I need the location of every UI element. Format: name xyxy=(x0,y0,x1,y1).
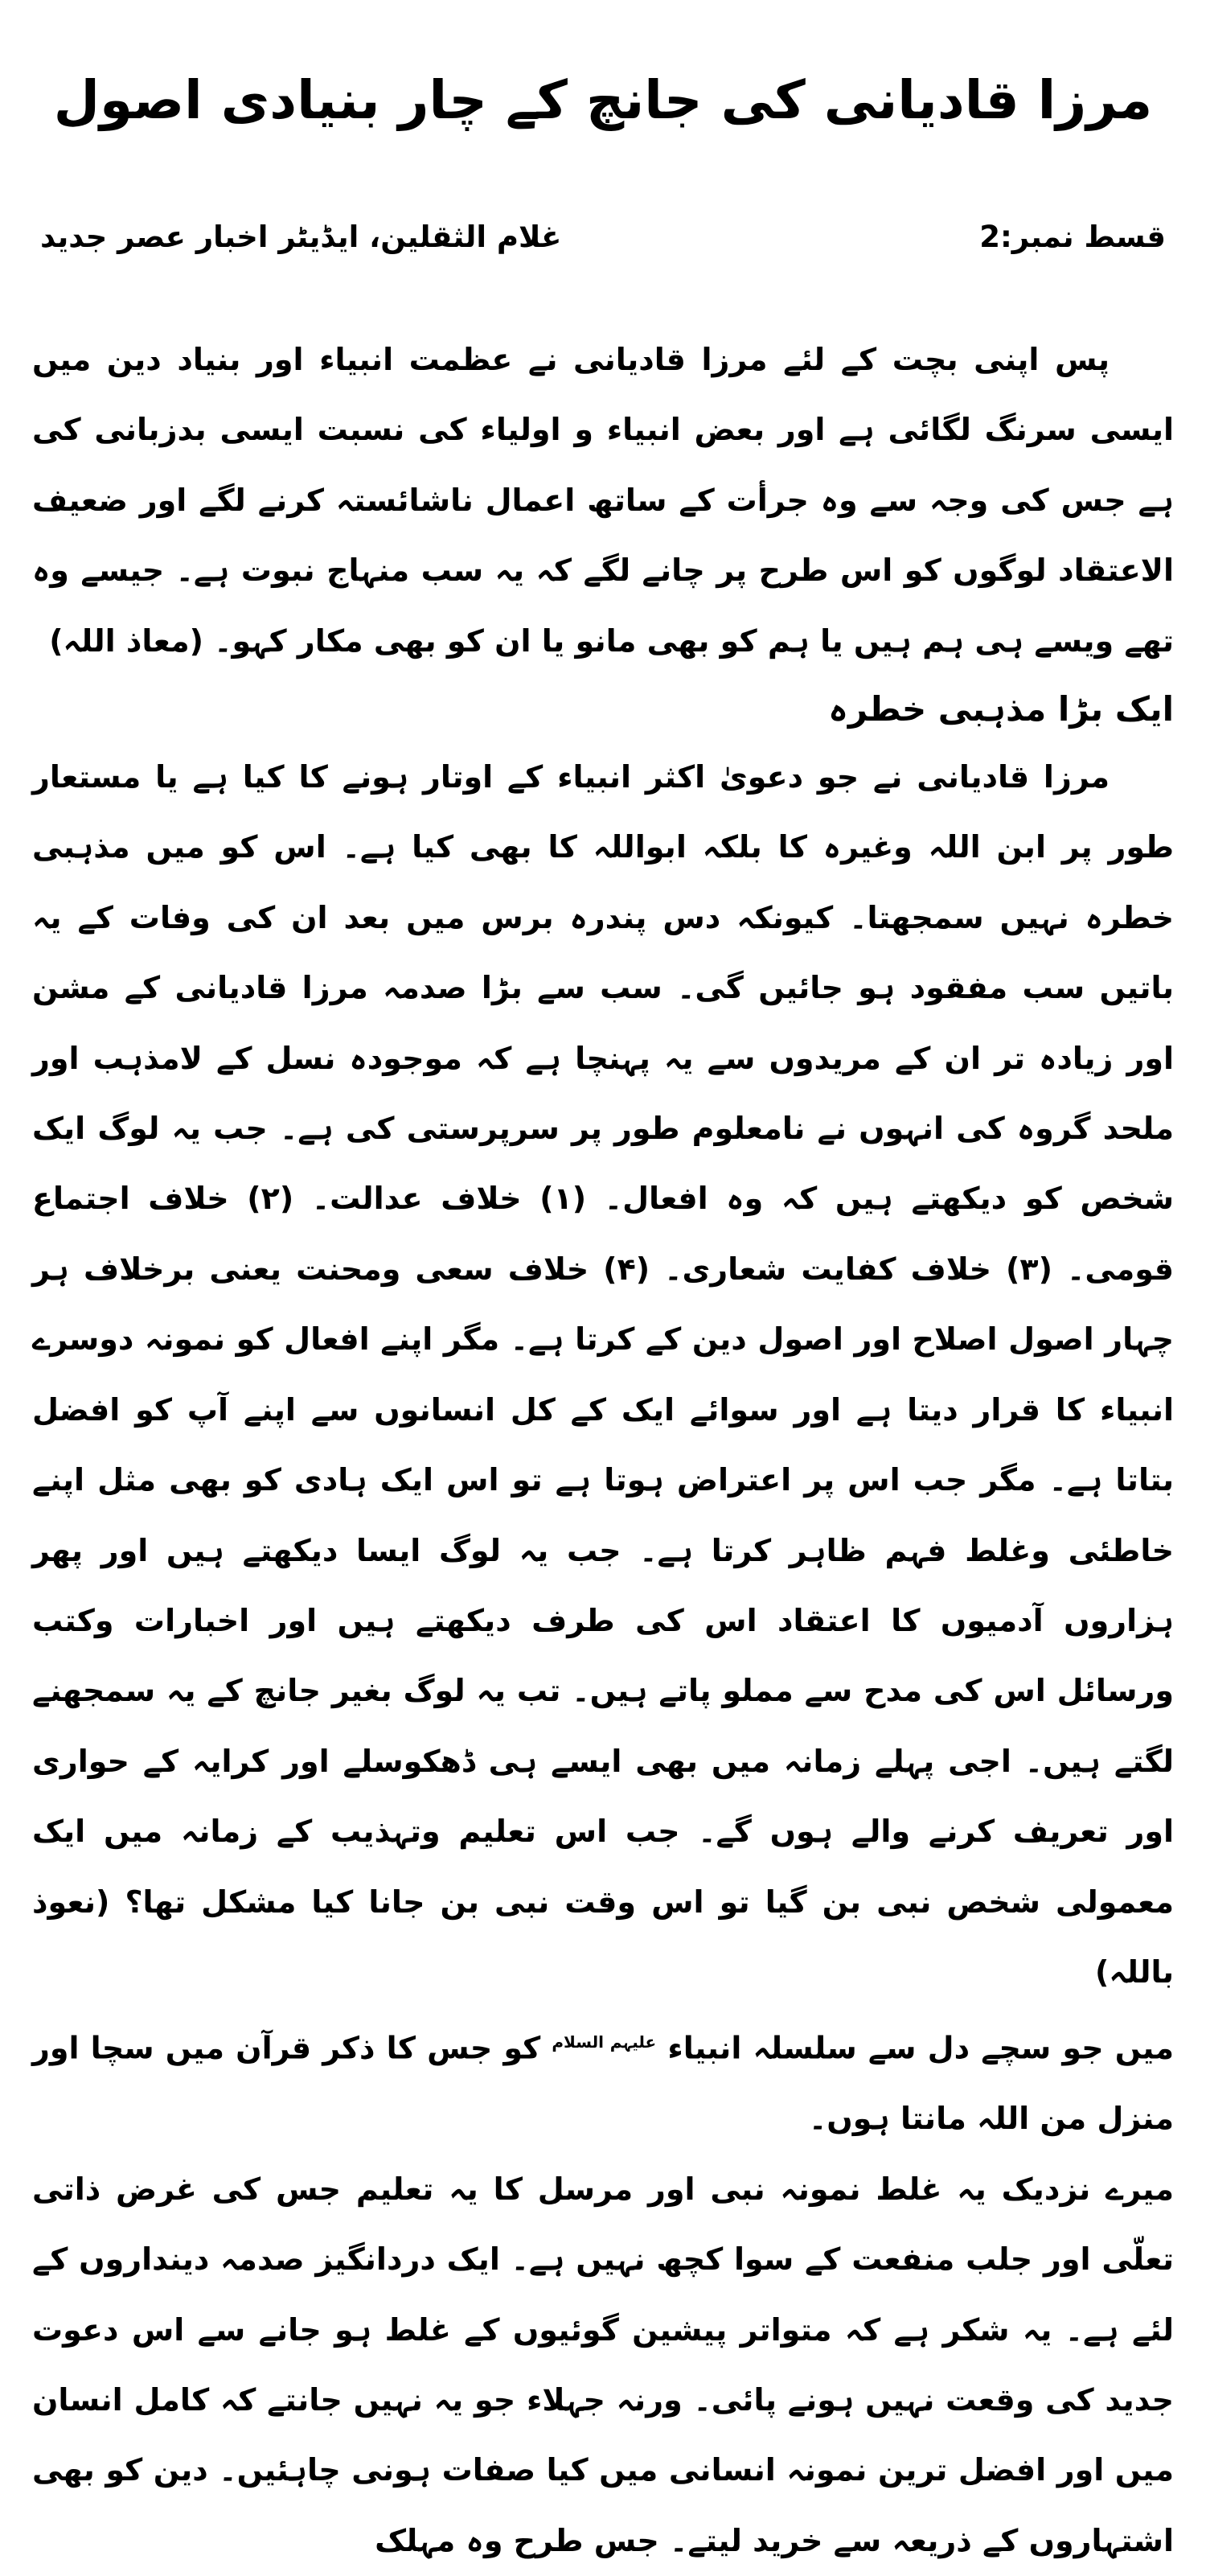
page-title: مرزا قادیانی کی جانچ کے چار بنیادی اصول xyxy=(53,69,1153,131)
paragraph-text: کو جس کا ذکر قرآن میں سچا اور منزل من اللہ مانتا ہوں۔ xyxy=(32,2031,1174,2137)
body-paragraph: پس اپنی بچت کے لئے مرزا قادیانی نے عظمت انبیاء اور بنیاد دین میں ایسی سرنگ لگائی ہے اور بعض انبیاء و اولیاء کی نسبت ایسی بدزبانی کی ہے جس کی وجہ سے وہ جرأت کے ساتھ اعمال ناشائستہ کرنے لگے اور ضعیف الاعتقاد لوگوں کو اس طرح پر چانے لگے کہ یہ سب منہاج نبوت ہے۔ جیسے وہ تھے ویسے ہی ہم ہیں یا ہم کو بھی مانو یا ان کو بھی مکار کہو۔ (معاذ اللہ) xyxy=(32,342,1174,659)
section-heading: ایک بڑا مذہبی خطرہ xyxy=(828,689,1174,729)
honorific-mark: علیہم السلام xyxy=(552,2032,657,2052)
body-paragraph xyxy=(32,2007,1174,2154)
body-paragraph: مرزا قادیانی نے جو دعویٰ اکثر انبیاء کے اوتار ہونے کا کیا ہے یا مستعار طور پر ابن اللہ وغیرہ کا بلکہ ابواللہ کا بھی کیا ہے۔ اس کو میں مذہبی خطرہ نہیں سمجھتا۔ کیونکہ دس پندرہ برس میں بعد ان کی وفات کے یہ باتیں سب مفقود ہو جائیں گی۔ سب سے بڑا صدمہ مرزا قادیانی کے مشن اور زیادہ تر ان کے مریدوں سے یہ پہنچا ہے کہ موجودہ نسل کے لامذہب اور ملحد گروہ کی انہوں نے نامعلوم طور پر سرپرستی کی ہے۔ جب یہ لوگ ایک شخص کو دیکھتے ہیں کہ وہ افعال۔ (۱) خلاف عدالت۔ (۲) خلاف اجتماع قومی۔ (۳) خلاف کفایت شعاری۔ (۴) خلاف سعی ومحنت یعنی برخلاف ہر چہار اصول اصلاح اور اصول دین کے کرتا ہے۔ مگر اپنے افعال کو نمونہ دوسرے انبیاء کا قرار دیتا ہے اور سوائے ایک کے کل انسانوں سے اپنے آپ کو افضل بتاتا ہے۔ مگر جب اس پر اعتراض ہوتا ہے تو اس ایک ہادی کو بھی مثل اپنے خاطئی وغلط فہم ظاہر کرتا ہے۔ جب یہ لوگ ایسا دیکھتے ہیں اور پھر ہزاروں آدمیوں کا اعتقاد اس کی طرف دیکھتے ہیں اور اخبارات وکتب ورسائل اس کی مدح سے مملو پاتے ہیں۔ تب یہ لوگ بغیر جانچ کے یہ سمجھنے لگتے ہیں۔ اجی پہلے زمانہ میں بھی ایسے ہی ڈھکوسلے اور کرایہ کے حواری اور تعریف کرنے والے ہوں گے۔ جب اس تعلیم وتہذیب کے زمانہ میں ایک معمولی شخص نبی بن گیا تو اس وقت نبی بن جانا کیا مشکل تھا؟ (نعوذ باللہ) xyxy=(32,759,1175,1990)
installment-number: قسط نمبر:2 xyxy=(979,220,1166,254)
body-paragraph: میرے نزدیک یہ غلط نمونہ نبی اور مرسل کا یہ تعلیم جس کی غرض ذاتی تعلّی اور جلب منفعت کے سوا کچھ نہیں ہے۔ ایک دردانگیز صدمہ دینداروں کے لئے ہے۔ یہ شکر ہے کہ متواتر پیشین گوئیوں کے غلط ہو جانے سے اس دعوت جدید کی وقعت نہیں ہونے پائی۔ ورنہ جہلاء جو یہ نہیں جانتے کہ کامل انسان میں اور افضل ترین نمونہ انسانی میں کیا صفات ہونی چاہئیں۔ دین کو بھی اشتہاروں کے ذریعہ سے خرید لیتے۔ جس طرح وہ مہلک xyxy=(32,2171,1174,2558)
byline xyxy=(32,209,1174,265)
paragraph-text: میں جو سچے دل سے سلسلہ انبیاء xyxy=(667,2031,1174,2066)
author-credit: غلام الثقلین، ایڈیٹر اخبار عصر جدید xyxy=(40,220,562,254)
